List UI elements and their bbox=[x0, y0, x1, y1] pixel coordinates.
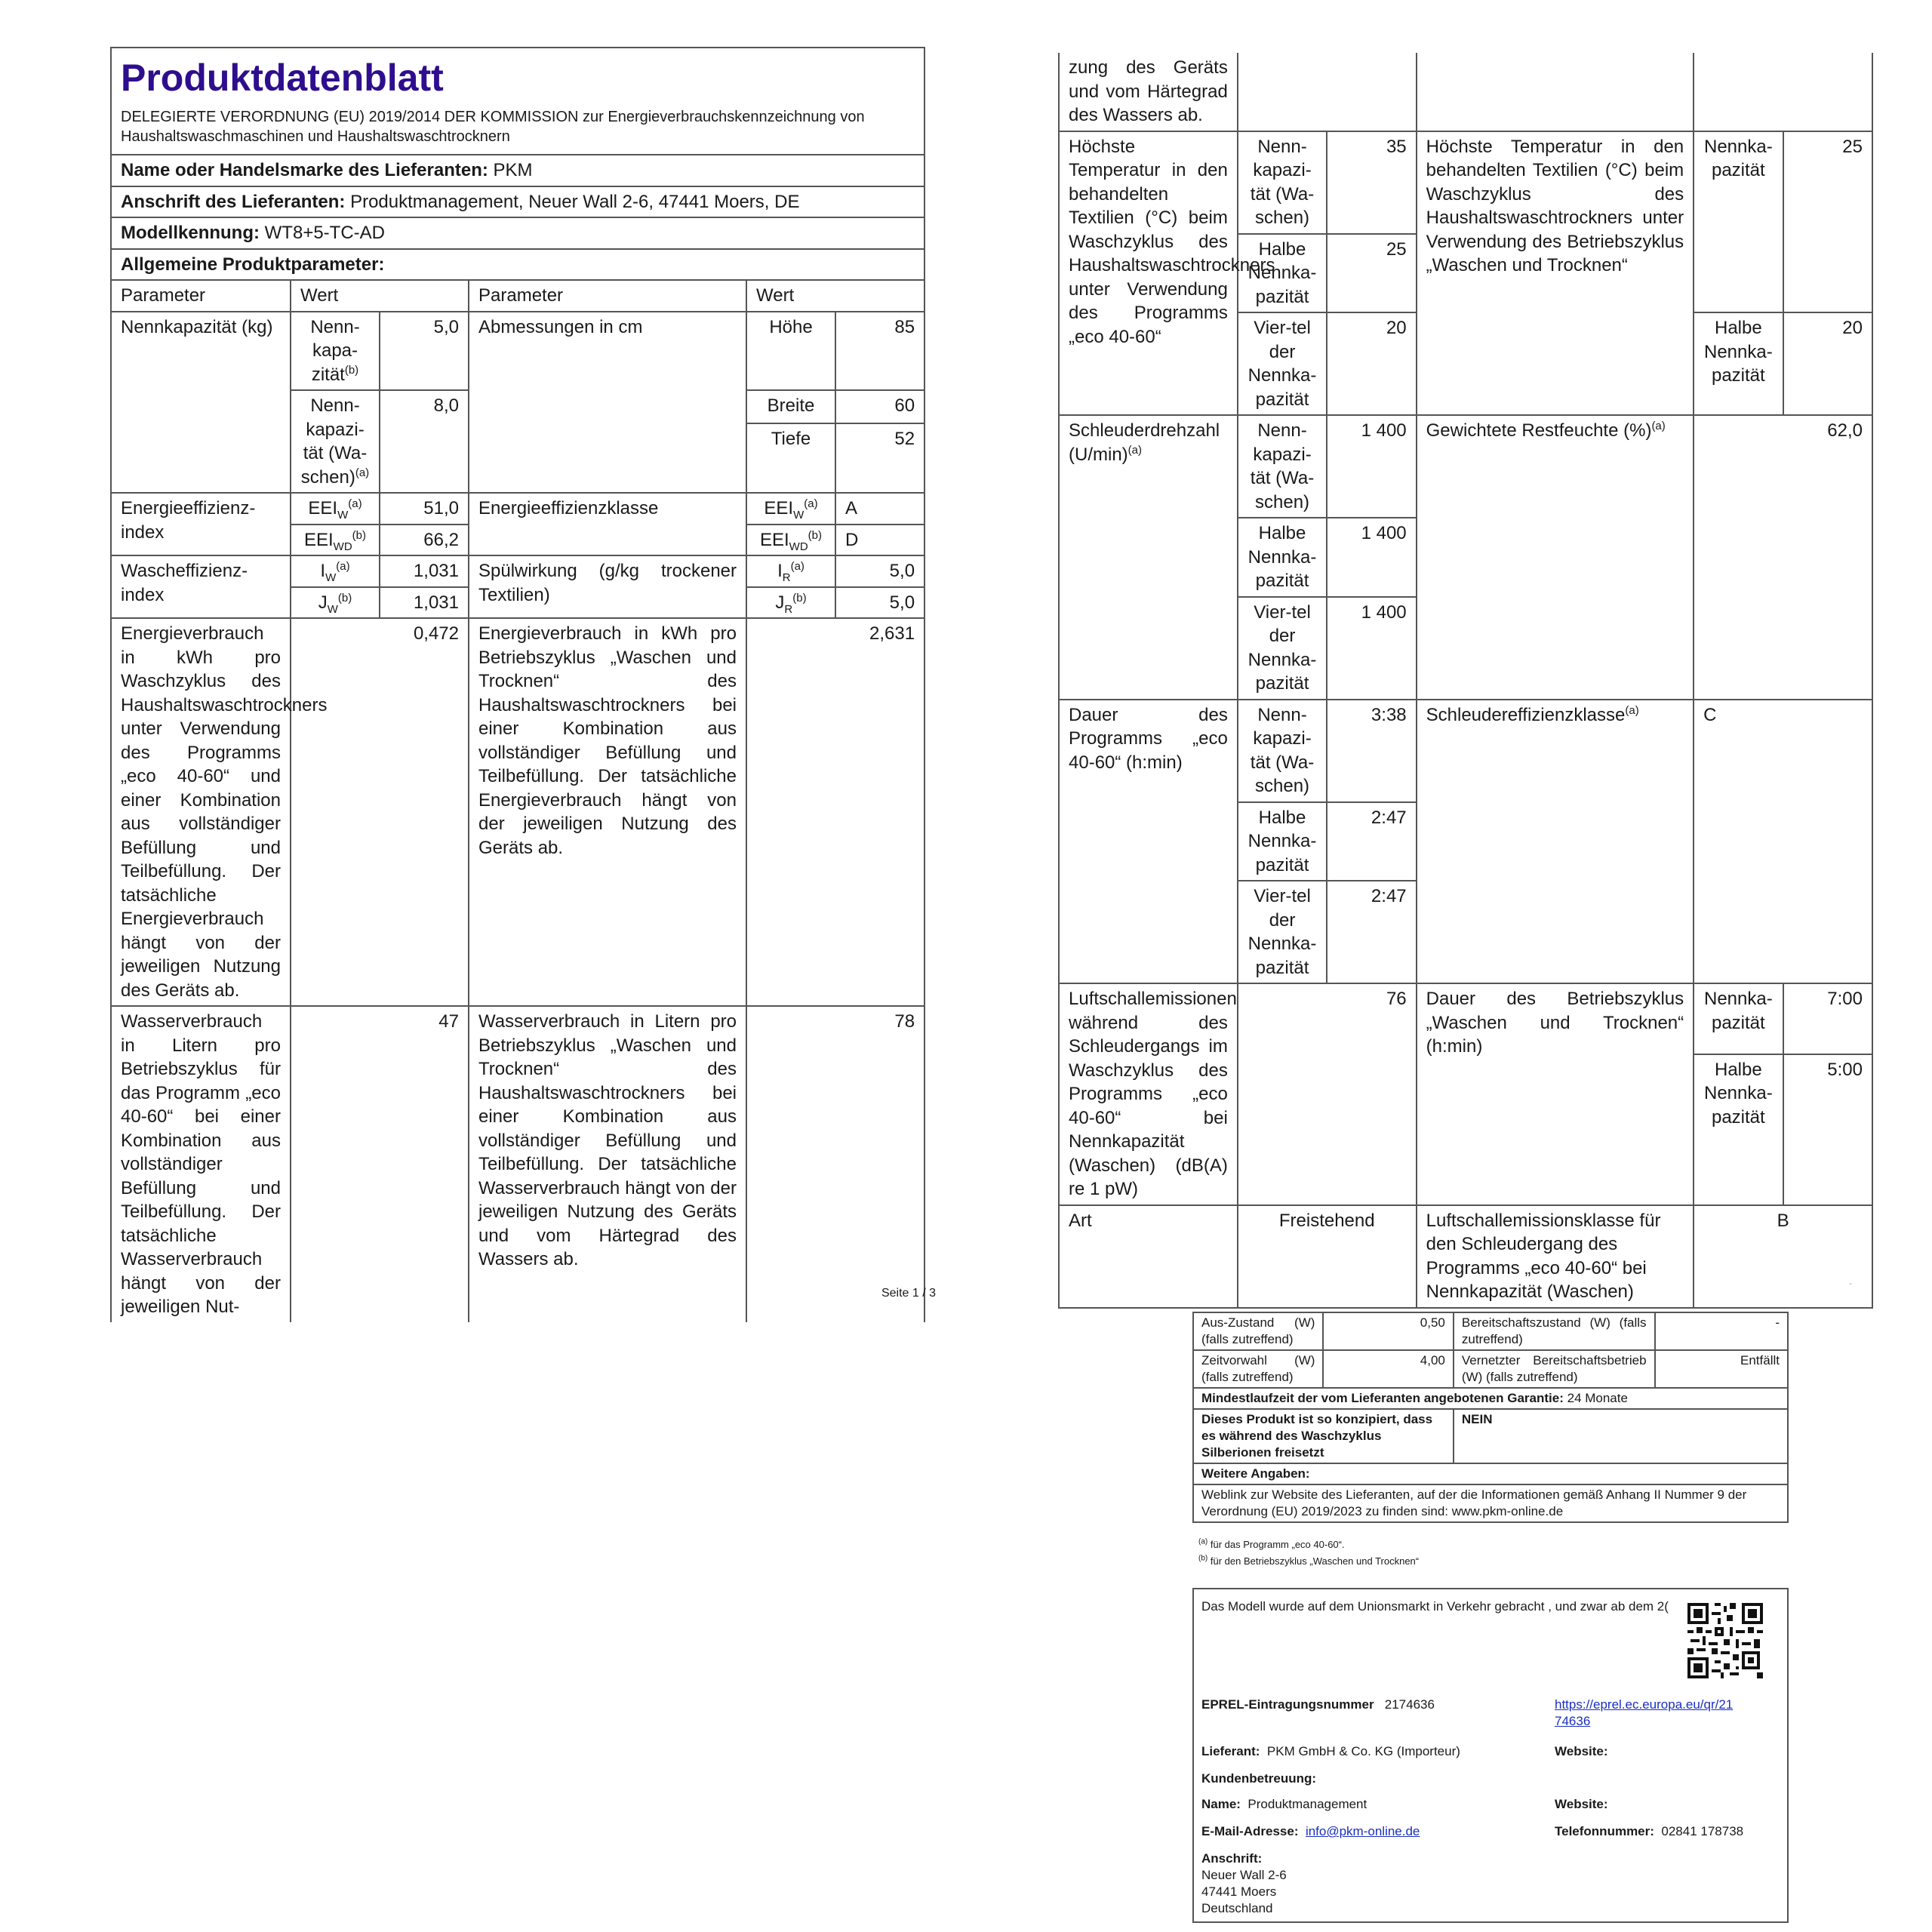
spin-full-value: 1 400 bbox=[1327, 415, 1416, 518]
guarantee-value: 24 Monate bbox=[1567, 1391, 1628, 1405]
rated-capacity-a-value: 8,0 bbox=[380, 390, 469, 493]
market-text: Das Modell wurde auf dem Unionsmarkt in Verkehr gebracht , und zwar ab dem 2( bbox=[1201, 1599, 1669, 1614]
general-params-label: Allgemeine Produktparameter: bbox=[121, 254, 385, 275]
duration-half-value: 2:47 bbox=[1327, 802, 1416, 881]
energy-class-label: Energieeffizienzklasse bbox=[469, 493, 746, 555]
temp-cycle-full-value: 25 bbox=[1783, 131, 1872, 313]
email-link[interactable]: info@pkm-online.de bbox=[1305, 1824, 1420, 1838]
moisture-label: Gewichtete Restfeuchte (%)$^{(a)}$ bbox=[1417, 415, 1694, 700]
eeiw-label: $EEI_W^{(a)}$ bbox=[291, 493, 380, 525]
duration-full-value: 3:38 bbox=[1327, 700, 1416, 802]
email-row bbox=[1201, 1823, 1420, 1840]
contact-name-value: Produktmanagement bbox=[1247, 1797, 1367, 1811]
energy-cycle-label: Energieverbrauch in kWh pro Betriebszyklus „Waschen und Trocknen“ des Haushaltswaschtrockners bei einer Kombination aus vollständiger Befüllung und Teilbefüllung. Der tatsächliche Energieverbrauch hängt von der jeweiligen Nutzung des Geräts ab. bbox=[469, 618, 746, 1006]
cap-nenn-label: Nennka-pazität bbox=[1694, 983, 1783, 1054]
email-label: E-Mail-Adresse: bbox=[1201, 1824, 1299, 1838]
dimensions-label: Abmessungen in cm bbox=[469, 312, 746, 494]
rated-capacity-b-label: Nenn-kapa-zität$^{(b)}$ bbox=[291, 312, 380, 391]
rated-capacity-a-label: Nenn-kapazi-tät (Wa-schen)$^{(a)}$ bbox=[291, 390, 380, 493]
eei-label: Energieeffizienz-index bbox=[111, 493, 291, 555]
cap-half2-label: Halbe Nennka-pazität bbox=[1694, 312, 1783, 415]
footnote-b: $^{(b)}$ für den Betriebszyklus „Waschen und Trocknen“ bbox=[1198, 1554, 1420, 1567]
general-params-row bbox=[111, 249, 924, 281]
height-label: Höhe bbox=[746, 312, 835, 391]
wash-efficiency-label: Wascheffizienz-index bbox=[111, 555, 291, 618]
jw-value: 1,031 bbox=[380, 587, 469, 619]
cap-half-label: Halbe Nennka-pazität bbox=[1238, 518, 1327, 597]
water-cycle-value: 78 bbox=[746, 1006, 924, 1322]
energy-wash-value: 0,472 bbox=[291, 618, 469, 1006]
phone-label: Telefonnummer: bbox=[1555, 1824, 1654, 1838]
weblink-text: Weblink zur Website des Lieferanten, auf der die Informationen gemäß Anhang II Nummer 9 der Verordnung (EU) 2019/2023 zu finden sind: bbox=[1201, 1487, 1747, 1518]
website-label-2: Website: bbox=[1555, 1797, 1608, 1811]
spin-half-value: 1 400 bbox=[1327, 518, 1416, 597]
energy-wash-label: Energieverbrauch in kWh pro Waschzyklus des Haushaltswaschtrockners unter Verwendung des Programms „eco 40-60“ und einer Kombination aus vollständiger Befüllung und Teilbefüllung. Der tatsächliche Energieverbrauch hängt von der jeweiligen Nutzung des Geräts ab. bbox=[111, 618, 291, 1006]
phone-row bbox=[1555, 1823, 1743, 1840]
spin-speed-label: Schleuderdrehzahl $(U/\min)^{(a)}$ bbox=[1059, 415, 1238, 700]
cap-quarter-label: Vier-tel der Nennka-pazität bbox=[1238, 881, 1327, 983]
col-header-wert: Wert bbox=[291, 280, 469, 312]
address-line-2: 47441 Moers bbox=[1201, 1884, 1277, 1899]
off-mode-value: 0,50 bbox=[1323, 1312, 1453, 1350]
postal-address bbox=[1201, 1850, 1287, 1917]
guarantee-label: Mindestlaufzeit der vom Lieferanten angebotenen Garantie: bbox=[1201, 1391, 1564, 1405]
eclass-w-label: $EEI_W^{(a)}$ bbox=[746, 493, 835, 525]
silver-ions-label: Dieses Produkt ist so konzipiert, dass es während des Waschzyklus Silberionen freisetzt bbox=[1193, 1409, 1454, 1463]
address-line-1: Neuer Wall 2-6 bbox=[1201, 1868, 1287, 1882]
address-line-3: Deutschland bbox=[1201, 1901, 1273, 1915]
jr-value: 5,0 bbox=[835, 587, 924, 619]
ir-value: 5,0 bbox=[835, 555, 924, 587]
eeiwd-label: $EEI_{WD}^{(b)}$ bbox=[291, 525, 380, 556]
cap-quarter-label: Vier-tel der Nennka-pazität bbox=[1238, 312, 1327, 415]
empty-cell bbox=[1417, 53, 1694, 131]
cycle-duration-full-value: 7:00 bbox=[1783, 983, 1872, 1054]
temp-cycle-label: Höchste Temperatur in den behandelten Textilien (°C) beim Waschzyklus des Haushaltswaschtrockners unter Verwendung des Betriebszyklus „Waschen und Trocknen“ bbox=[1417, 131, 1694, 416]
cap-quarter-label: Vier-tel der Nennka-pazität bbox=[1238, 597, 1327, 700]
network-standby-label: Vernetzter Bereitschaftsbetrieb (W) (falls zutreffend) bbox=[1454, 1350, 1655, 1388]
supplier-value: PKM bbox=[493, 160, 533, 180]
standby-value: - bbox=[1655, 1312, 1788, 1350]
website-label: Website: bbox=[1555, 1744, 1608, 1758]
address-row bbox=[111, 186, 924, 218]
eclass-w-value: A bbox=[835, 493, 924, 525]
noise-class-value: B bbox=[1694, 1205, 1872, 1308]
col-header-wert-2: Wert bbox=[746, 280, 924, 312]
cap-half-label: Halbe Nennka-pazität bbox=[1238, 234, 1327, 313]
page-number: Seite 1 / 3 bbox=[881, 1287, 936, 1300]
footnote-a: $^{(a)}$ für das Programm „eco 40-60“. bbox=[1198, 1537, 1345, 1550]
eclass-wd-value: D bbox=[835, 525, 924, 556]
regulation-subtitle: DELEGIERTE VERORDNUNG (EU) 2019/2014 DER KOMMISSION zur Energieverbrauchskennzeichnung von Haushaltswaschmaschinen und Haushaltswaschtrocknern bbox=[121, 109, 865, 145]
phone-value: 02841 178738 bbox=[1661, 1824, 1744, 1838]
cap-nenn-label: Nennka-pazität bbox=[1694, 131, 1783, 313]
supplier-label: Lieferant: bbox=[1201, 1744, 1260, 1758]
eprel-link[interactable]: https://eprel.ec.europa.eu/qr/21 74636 bbox=[1555, 1697, 1734, 1728]
noise-label: Luftschallemissionen während des Schleudergangs im Waschzyklus des Programms „eco 40-60“ bei Nennkapazität (Waschen) (dB(A) re 1 pW) bbox=[1059, 983, 1238, 1205]
temp-wash-label: Höchste Temperatur in den behandelten Textilien (°C) beim Waschzyklus des Haushaltswaschtrockners unter Verwendung des Programms „eco 40-60“ bbox=[1059, 131, 1238, 416]
water-wash-value: 47 bbox=[291, 1006, 469, 1322]
footnotes bbox=[1198, 1537, 1419, 1570]
weblink-value[interactable]: www.pkm-online.de bbox=[1451, 1504, 1564, 1518]
water-wash-label: Wasserverbrauch in Litern pro Betriebszyklus für das Programm „eco 40-60“ bei einer Kombination aus vollständiger Befüllung und Teilbefüllung. Der tatsächliche Wasserverbrauch hängt von der jeweiligen Nut- bbox=[111, 1006, 291, 1322]
rated-capacity-label: Nennkapazität (kg) bbox=[111, 312, 291, 494]
spin-quarter-value: 1 400 bbox=[1327, 597, 1416, 700]
cap-full-label: Nenn-kapazi-tät (Wa-schen) bbox=[1238, 415, 1327, 518]
eprel-label: EPREL-Eintragungsnummer bbox=[1201, 1697, 1374, 1712]
model-label: Modellkennung: bbox=[121, 223, 260, 243]
model-value: WT8+5-TC-AD bbox=[264, 223, 385, 243]
eprel-row bbox=[1201, 1697, 1435, 1713]
supplier-row bbox=[111, 155, 924, 186]
energy-cycle-value: 2,631 bbox=[746, 618, 924, 1006]
product-datasheet-page-1 bbox=[110, 47, 925, 1322]
header-cell bbox=[111, 48, 924, 155]
duration-quarter-value: 2:47 bbox=[1327, 881, 1416, 983]
col-header-parameter-2: Parameter bbox=[469, 280, 746, 312]
temp-full-value: 35 bbox=[1327, 131, 1416, 234]
address-value: Produktmanagement, Neuer Wall 2-6, 47441 Moers, DE bbox=[350, 191, 800, 212]
eeiw-value: 51,0 bbox=[380, 493, 469, 525]
iw-label: $I_W^{(a)}$ bbox=[291, 555, 380, 587]
eclass-wd-label: $EEI_{WD}^{(b)}$ bbox=[746, 525, 835, 556]
weblink-row bbox=[1193, 1484, 1788, 1522]
spin-class-value: C bbox=[1694, 700, 1872, 984]
supplier-row bbox=[1201, 1743, 1460, 1760]
duration-label: Dauer des Programms „eco 40-60“ (h:min) bbox=[1059, 700, 1238, 984]
supplier-label: Name oder Handelsmarke des Lieferanten: bbox=[121, 160, 488, 180]
temp-half-value: 25 bbox=[1327, 234, 1416, 313]
page-mark: - bbox=[1849, 1278, 1852, 1288]
more-info-row: Weitere Angaben: bbox=[1193, 1463, 1788, 1484]
temp-quarter-value: 20 bbox=[1327, 312, 1416, 415]
spin-class-label: Schleudereffizienzklasse$^{(a)}$ bbox=[1417, 700, 1694, 984]
off-mode-label: Aus-Zustand (W) (falls zutreffend) bbox=[1193, 1312, 1323, 1350]
cap-full-label: Nenn-kapazi-tät (Wa-schen) bbox=[1238, 700, 1327, 802]
network-standby-value: Entfällt bbox=[1655, 1350, 1788, 1388]
contact-name-label: Name: bbox=[1201, 1797, 1241, 1811]
rinse-label: Spülwirkung (g/kg trockener Textilien) bbox=[469, 555, 746, 618]
qr-code-icon[interactable] bbox=[1687, 1603, 1763, 1678]
eprel-value: 2174636 bbox=[1384, 1697, 1435, 1712]
noise-class-label: Luftschallemissionsklasse für den Schleudergang des Programms „eco 40-60“ bei Nennkapazität (Waschen) bbox=[1417, 1205, 1694, 1308]
silver-ions-value: NEIN bbox=[1454, 1409, 1788, 1463]
depth-label: Tiefe bbox=[746, 423, 835, 493]
jr-label: $J_R^{(b)}$ bbox=[746, 587, 835, 619]
eeiwd-value: 66,2 bbox=[380, 525, 469, 556]
width-label: Breite bbox=[746, 390, 835, 423]
water-cycle-label: Wasserverbrauch in Litern pro Betriebszyklus „Waschen und Trocknen“ des Haushaltswaschtrockners bei einer Kombination aus vollständiger Befüllung und Teilbefüllung. Der tatsächliche Wasserverbrauch hängt von der jeweiligen Nutzung des Geräts und vom Härtegrad des Wassers ab. bbox=[469, 1006, 746, 1322]
cap-half-label: Halbe Nennka-pazität bbox=[1238, 802, 1327, 881]
rated-capacity-b-value: 5,0 bbox=[380, 312, 469, 391]
empty-cell bbox=[1694, 53, 1872, 131]
empty-cell bbox=[1238, 53, 1417, 131]
standby-label: Bereitschaftszustand (W) (falls zutreffend) bbox=[1454, 1312, 1655, 1350]
delay-start-value: 4,00 bbox=[1323, 1350, 1453, 1388]
cap-full-label: Nenn-kapazi-tät (Wa-schen) bbox=[1238, 131, 1327, 234]
supplier-value: PKM GmbH & Co. KG (Importeur) bbox=[1266, 1744, 1460, 1758]
product-datasheet-page-3 bbox=[1192, 1312, 1789, 1523]
temp-cycle-half-value: 20 bbox=[1783, 312, 1872, 415]
cap-half2-label: Halbe Nennka-pazität bbox=[1694, 1054, 1783, 1205]
cycle-duration-label: Dauer des Betriebszyklus „Waschen und Trocknen“ (h:min) bbox=[1417, 983, 1694, 1205]
noise-value: 76 bbox=[1238, 983, 1417, 1205]
delay-start-label: Zeitvorwahl (W) (falls zutreffend) bbox=[1193, 1350, 1323, 1388]
postal-address-label: Anschrift: bbox=[1201, 1851, 1263, 1866]
moisture-value: 62,0 bbox=[1694, 415, 1872, 700]
product-datasheet-page-2 bbox=[1058, 53, 1873, 1309]
height-value: 85 bbox=[835, 312, 924, 391]
type-label: Art bbox=[1059, 1205, 1238, 1308]
guarantee-row bbox=[1193, 1388, 1788, 1409]
depth-value: 52 bbox=[835, 423, 924, 493]
type-value: Freistehend bbox=[1238, 1205, 1417, 1308]
iw-value: 1,031 bbox=[380, 555, 469, 587]
customer-service-label: Kundenbetreuung: bbox=[1201, 1771, 1317, 1786]
width-value: 60 bbox=[835, 390, 924, 423]
ir-label: $I_R^{(a)}$ bbox=[746, 555, 835, 587]
model-row bbox=[111, 217, 924, 249]
continued-text: zung des Geräts und vom Härtegrad des Wassers ab. bbox=[1059, 53, 1238, 131]
page-title: Produktdatenblatt bbox=[121, 57, 444, 99]
col-header-parameter: Parameter bbox=[111, 280, 291, 312]
contact-name-row bbox=[1201, 1796, 1367, 1813]
address-label: Anschrift des Lieferanten: bbox=[121, 191, 346, 212]
cycle-duration-half-value: 5:00 bbox=[1783, 1054, 1872, 1205]
jw-label: $J_W^{(b)}$ bbox=[291, 587, 380, 619]
